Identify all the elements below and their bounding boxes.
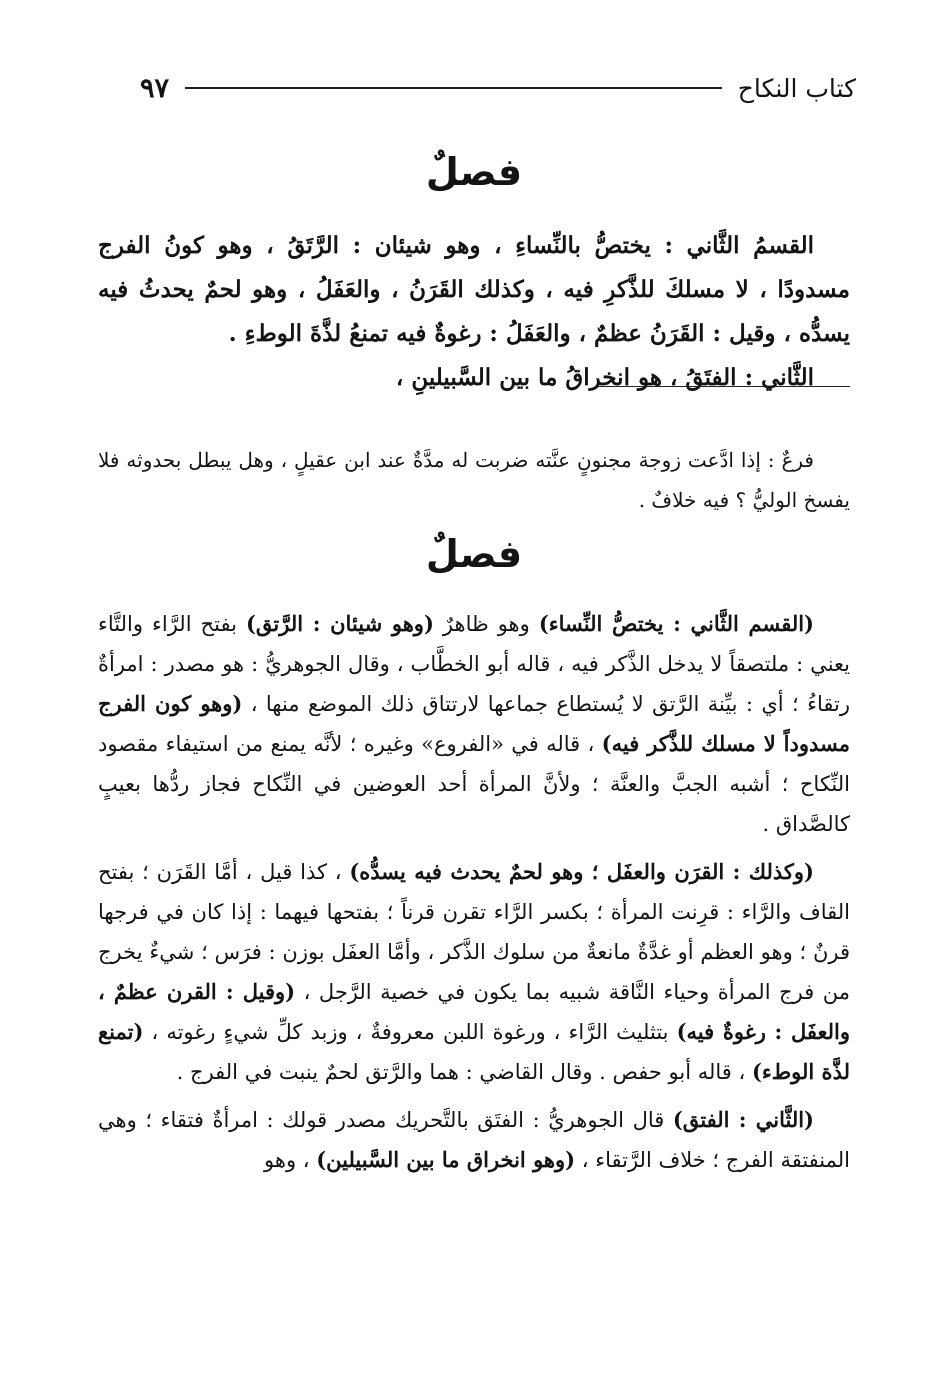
commentary-text: ، كذا قيل ، أمَّا القَرَن ؛ بفتح القاف والرَّاء : قرِنت المرأة ؛ بكسر الرَّاء تقرن قرناً ؛ بفتحها فيهما : إذا كان في فرجها قرنٌ ؛ وهو العظم أو غدَّةٌ مانعةٌ من سلوك الذَّكر ، وأمَّا العفَل بوزن : فرَس ؛ شيءٌ يخرج من فرج المرأة وحياء النَّاقة شبيه بما يكون في خصية الرَّجل ، (98, 860, 850, 1004)
footnote-divider (596, 386, 850, 387)
sharh-text (98, 604, 850, 1188)
page-number: ٩٧ (140, 72, 170, 104)
running-header (140, 66, 856, 110)
sharh-paragraph-1 (98, 604, 850, 844)
note-text: فرعٌ : إذا ادَّعت زوجة مجنونٍ عنَّته ضربت له مدَّةٌ عند ابن عقيلٍ ، وهل يبطل بحدوثه فلا يفسخ الوليُّ ؟ فيه خلافٌ . (98, 448, 850, 512)
sharh-paragraph-3 (98, 1100, 850, 1180)
book-title: كتاب النكاح (737, 73, 856, 103)
commentary-text: بفتح الرَّاء والتَّاء يعني : ملتصقاً لا يدخل الذَّكر فيه ، قاله أبو الخطَّاب ، وقال الجوهريُّ : هو مصدر : امرأةٌ رتقاءُ ؛ أي : بيِّنة الرَّتق لا يُستطاع جماعها لارتتاق ذلك الموضع منها ، (98, 612, 850, 716)
quoted-matn: (تمنع لذَّة الوطء) (98, 1019, 850, 1084)
note-block (98, 440, 850, 520)
quoted-matn: (القسم الثَّاني : يختصُّ النِّساء) (538, 611, 814, 636)
quoted-matn: (وهو شيئان : الرَّتق) (245, 611, 434, 636)
commentary-text: ، قاله في «الفروع» وغيره ؛ لأنَّه يمنع من استيفاء مقصود النِّكاح ؛ أشبه الجبَّ والعنَّة ؛ ولأنَّ المرأة أحد العوضين في النِّكاح فجاز ردُّها بعيبٍ كالصَّداق . (98, 732, 850, 836)
matn-text (98, 224, 850, 400)
commentary-text: قال الجوهريُّ : الفتَق بالتَّحريك مصدر قولك : امرأةٌ فتقاء ؛ وهي المنفتقة الفرج ؛ خلاف الرَّتقاء ، (98, 1108, 850, 1172)
commentary-text: ، وهو (264, 1148, 317, 1172)
quoted-matn: (الثَّاني : الفتق) (672, 1107, 814, 1132)
sharh-paragraph-2 (98, 852, 850, 1092)
matn-section-heading: فصلٌ (425, 150, 523, 194)
quoted-matn: (وقيل : القرن عظمٌ ، والعفَل : رغوةٌ فيه) (98, 979, 850, 1044)
commentary-text: ، قاله أبو حفص . وقال القاضي : هما والرَّتق لحمٌ ينبت في الفرج . (176, 1060, 752, 1084)
quoted-matn: (وكذلك : القرَن والعفَل ؛ وهو لحمٌ يحدث فيه يسدُّه) (349, 859, 814, 884)
commentary-text: بتثليث الرَّاء ، ورغوة اللبن معروفةٌ ، وزبد كلِّ شيءٍ رغوته ، (143, 1020, 677, 1044)
matn-paragraph-1: القسمُ الثَّاني : يختصُّ بالنِّساءِ ، وهو شيئان : الرَّتَقُ ، وهو كونُ الفرج مسدودًا ، لا مسلكَ للذَّكرِ فيه ، وكذلك القَرَنُ ، والعَفَلُ ، وهو لحمٌ يحدثُ فيه يسدُّه ، وقيل : القَرَنُ عظمٌ ، والعَفَلُ : رغوةٌ فيه تمنعُ لذَّةَ الوطءِ . (98, 232, 850, 347)
quoted-matn: (وهو انخراق ما بين السَّبيلين) (316, 1147, 576, 1172)
commentary-text: وهو ظاهرٌ (433, 612, 539, 636)
quoted-matn: (وهو كون الفرج مسدوداً لا مسلك للذَّكر فيه) (98, 691, 850, 756)
matn-paragraph-2: الثَّاني : الفتَقُ ، هو انخراقُ ما بين السَّبيلينِ ، (395, 364, 814, 391)
header-rule (185, 87, 722, 89)
sharh-section-heading: فصلٌ (425, 532, 523, 576)
